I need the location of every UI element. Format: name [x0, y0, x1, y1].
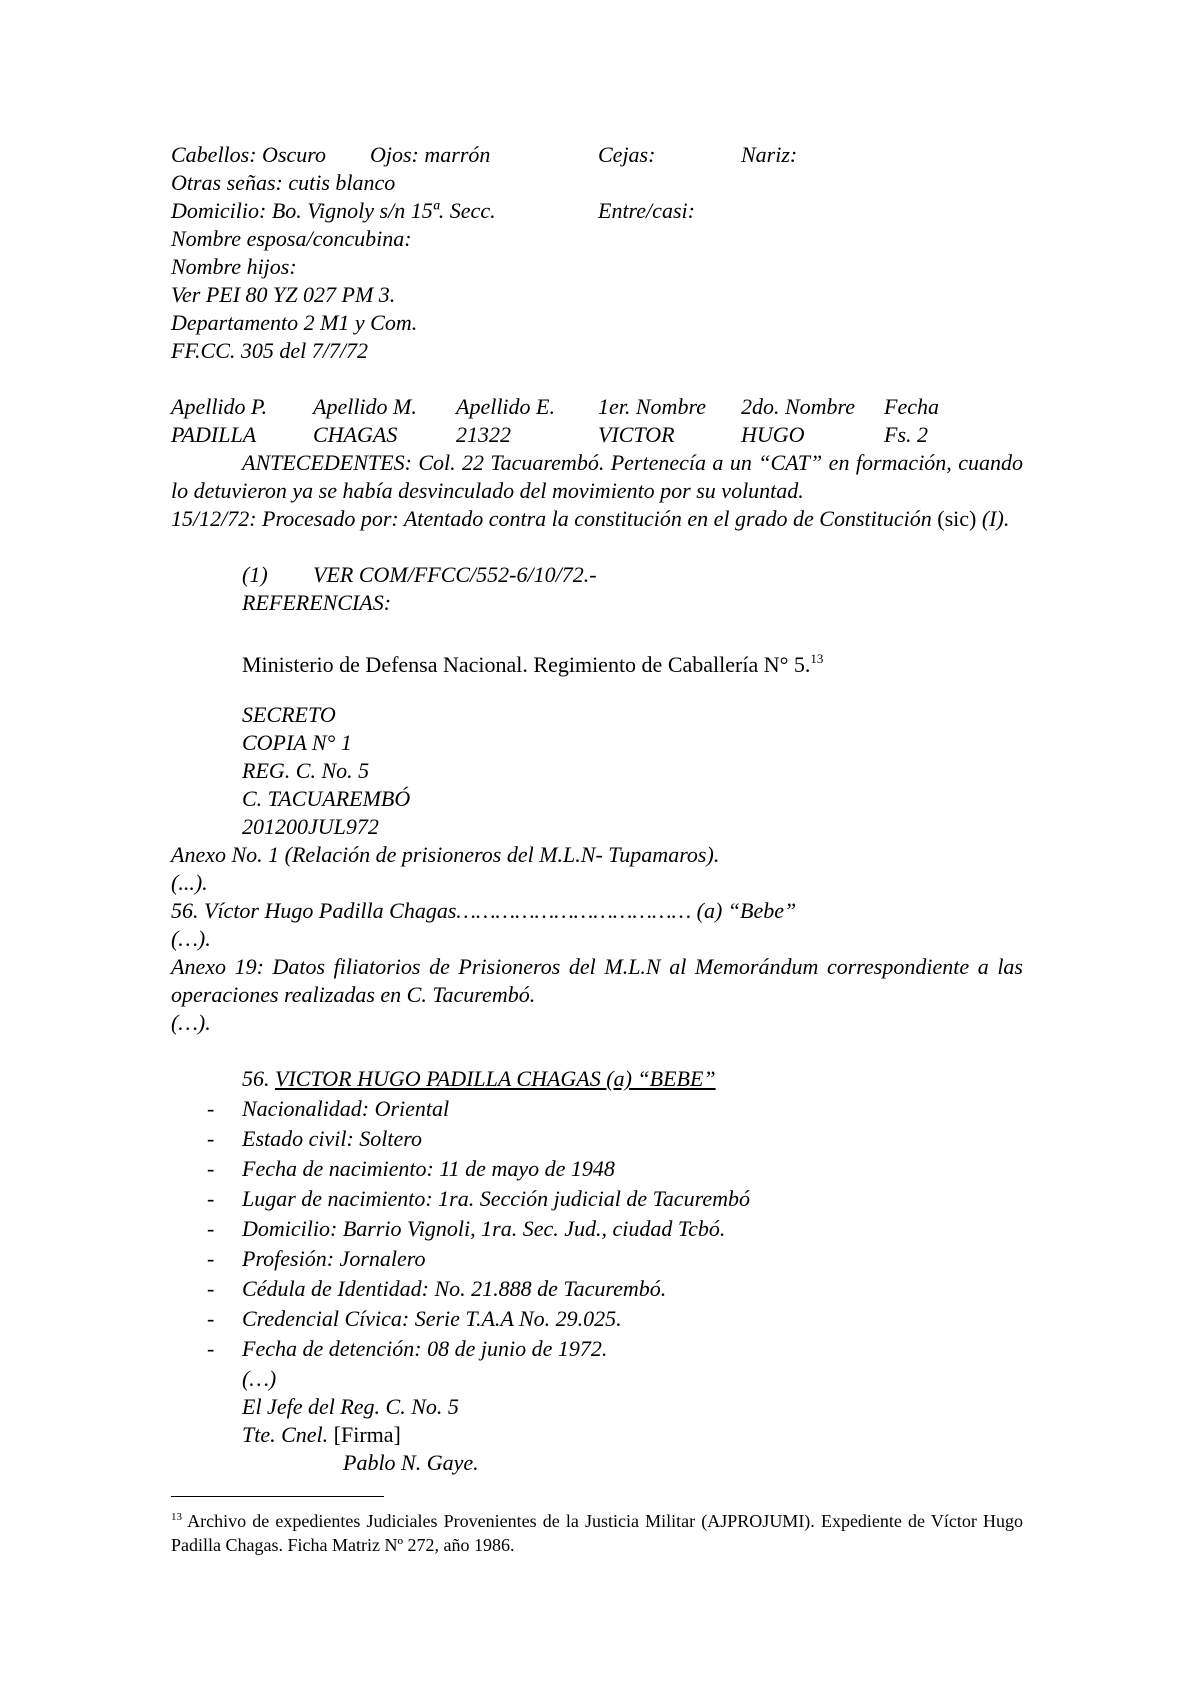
procesado-end: (I). [976, 506, 1010, 531]
tabla-header: 1er. Nombre [598, 394, 706, 419]
anexo1-ellipsis: (…). [171, 926, 211, 951]
ficha-departamento: Departamento 2 M1 y Com. [171, 310, 418, 335]
ficha-hijos: Nombre hijos: [171, 254, 297, 279]
anexo19-ellipsis: (…). [171, 1010, 211, 1035]
ficha-ver: Ver PEI 80 YZ 027 PM 3. [171, 282, 396, 307]
prisionero-heading [242, 1065, 716, 1093]
cierre-firma: [Firma] [333, 1422, 401, 1447]
list-item: Fecha de nacimiento: 11 de mayo de 1948 [242, 1156, 615, 1181]
procesado-paragraph [171, 505, 1023, 533]
tabla-header: 2do. Nombre [741, 394, 856, 419]
tabla-cell: Fs. 2 [884, 422, 928, 447]
tabla-cell: PADILLA [171, 422, 257, 447]
tabla-cell: CHAGAS [313, 422, 398, 447]
encabezado-reg: REG. C. No. 5 [242, 758, 370, 783]
footnote-text: Archivo de expedientes Judiciales Provenientes de la Justicia Militar (AJPROJUMI). Expediente de Víctor Hugo Padilla Chagas. Ficha Matriz Nº 272, año 1986. [171, 1511, 1023, 1555]
anexo1-title: Anexo No. 1 (Relación de prisioneros del M.L.N- Tupamaros). [171, 842, 720, 867]
ficha-esposa: Nombre esposa/concubina: [171, 226, 412, 251]
ministerio-line [242, 645, 824, 677]
ver-text: VER COM/FFCC/552-6/10/72.- [313, 562, 597, 587]
anexo1-entry: 56. Víctor Hugo Padilla Chagas……………………………… (a) “Bebe” [171, 898, 797, 923]
bullet-dash: - [207, 1156, 215, 1181]
footnote-number: 13 [171, 1511, 182, 1523]
cierre-ellipsis: (…) [242, 1366, 277, 1391]
list-item: Cédula de Identidad: No. 21.888 de Tacurembó. [242, 1276, 667, 1301]
ficha-otras: Otras señas: cutis blanco [171, 170, 396, 195]
footnote [171, 1505, 1023, 1557]
ficha-cejas: Cejas: [598, 142, 656, 167]
list-item: Lugar de nacimiento: 1ra. Sección judicial de Tacurembó [242, 1186, 750, 1211]
bullet-dash: - [207, 1276, 215, 1301]
ficha-nariz: Nariz: [741, 142, 798, 167]
encabezado-ciudad: C. TACUAREMBÓ [242, 786, 411, 811]
referencias-label: REFERENCIAS: [242, 590, 392, 615]
procesado-sic: (sic) [937, 506, 977, 531]
list-item: Credencial Cívica: Serie T.A.A No. 29.025. [242, 1306, 622, 1331]
tabla-header: Fecha [884, 394, 939, 419]
cierre-tte-row [242, 1421, 401, 1449]
prisionero-nombre: VICTOR HUGO PADILLA CHAGAS (a) “BEBE” [275, 1066, 716, 1091]
bullet-dash: - [207, 1246, 215, 1271]
prisionero-num: 56. [242, 1066, 275, 1091]
ficha-cabellos: Cabellos: Oscuro [171, 142, 327, 167]
ver-num: (1) [242, 562, 268, 587]
antecedentes-text: ANTECEDENTES: Col. 22 Tacuarembó. Pertenecía a un “CAT” en formación, cuando lo detuvieron ya se había desvinculado del movimiento por su voluntad. [171, 450, 1023, 503]
cierre-tte: Tte. Cnel. [242, 1422, 329, 1447]
ficha-ffcc: FF.CC. 305 del 7/7/72 [171, 338, 368, 363]
ficha-ojos: Ojos: marrón [370, 142, 491, 167]
cierre-jefe: El Jefe del Reg. C. No. 5 [242, 1394, 459, 1419]
bullet-dash: - [207, 1336, 215, 1361]
footnote-ref: 13 [810, 651, 824, 666]
encabezado-fecha: 201200JUL972 [242, 814, 379, 839]
tabla-cell: VICTOR [598, 422, 675, 447]
bullet-dash: - [207, 1216, 215, 1241]
encabezado-secreto: SECRETO [242, 702, 336, 727]
bullet-dash: - [207, 1186, 215, 1211]
ficha-domicilio: Domicilio: Bo. Vignoly s/n 15ª. Secc. [171, 198, 496, 223]
ministerio-text: Ministerio de Defensa Nacional. Regimiento de Caballería N° 5. [242, 652, 811, 677]
tabla-cell: 21322 [456, 422, 511, 447]
cierre-nombre: Pablo N. Gaye. [343, 1450, 479, 1475]
list-item: Estado civil: Soltero [242, 1126, 423, 1151]
anexo19-title: Anexo 19: Datos filiatorios de Prisioneros del M.L.N al Memorándum correspondiente a las operaciones realizadas en C. Tacurembó. [171, 954, 1023, 1007]
footnote-separator [171, 1496, 384, 1497]
ficha-entre: Entre/casi: [598, 198, 695, 223]
bullet-dash: - [207, 1096, 215, 1121]
tabla-header: Apellido P. [171, 394, 268, 419]
tabla-header: Apellido E. [456, 394, 555, 419]
anexo1-ellipsis: (...). [171, 870, 208, 895]
encabezado-copia: COPIA N° 1 [242, 730, 352, 755]
list-item: Domicilio: Barrio Vignoli, 1ra. Sec. Jud., ciudad Tcbó. [242, 1216, 726, 1241]
tabla-header: Apellido M. [313, 394, 417, 419]
bullet-dash: - [207, 1306, 215, 1331]
antecedentes-paragraph [171, 449, 1023, 505]
list-item: Profesión: Jornalero [242, 1246, 426, 1271]
tabla-cell: HUGO [741, 422, 805, 447]
procesado-text: 15/12/72: Procesado por: Atentado contra la constitución en el grado de Constitución [171, 506, 932, 531]
list-item: Fecha de detención: 08 de junio de 1972. [242, 1336, 608, 1361]
list-item: Nacionalidad: Oriental [242, 1096, 450, 1121]
bullet-dash: - [207, 1126, 215, 1151]
